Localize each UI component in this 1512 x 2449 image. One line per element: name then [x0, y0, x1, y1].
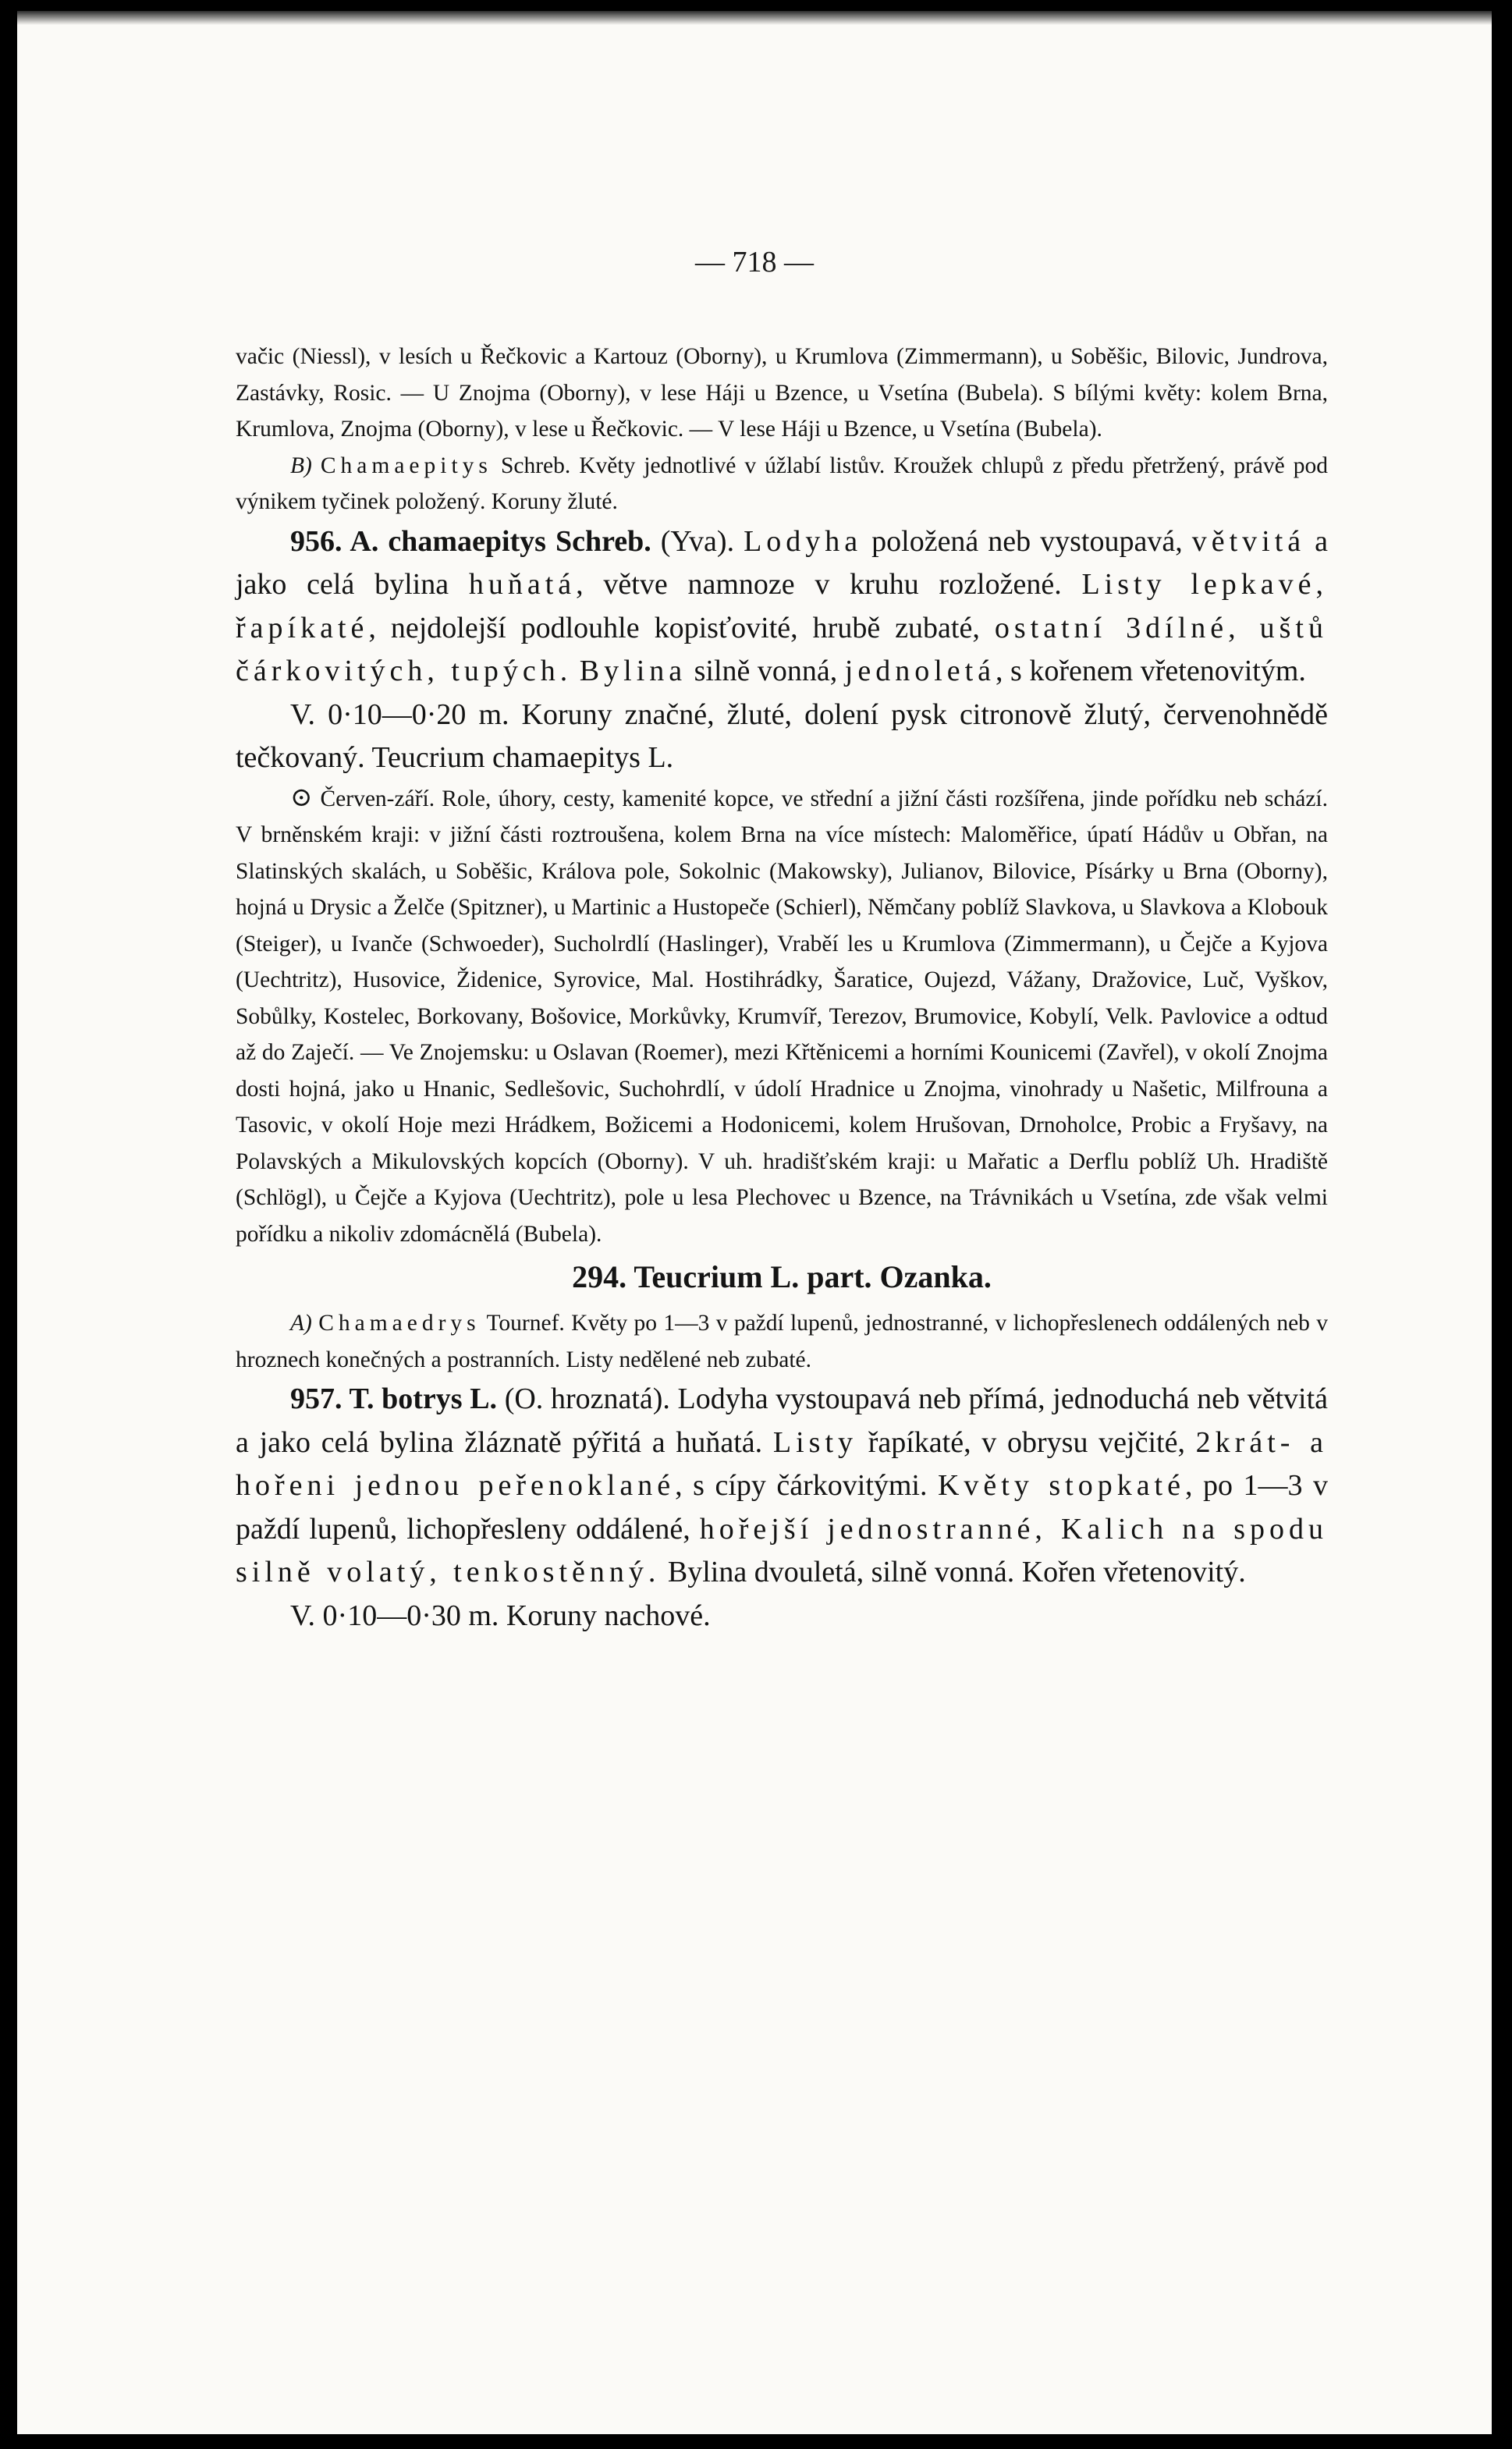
genus-heading: 294. Teucrium L. part. Ozanka. — [572, 1259, 992, 1294]
section-b-name: Chamaepitys — [320, 453, 492, 478]
species-957-text: Bylina dvouletá, silně vonná. Kořen vřetenovitý. — [660, 1556, 1246, 1588]
scan-edge-shadow — [17, 11, 1492, 25]
species-957-text: , po 1—3 v paždí lupenů, lichopřesleny oddálené, — [236, 1469, 1328, 1546]
species-956-title: 956. A. chamaepitys Schreb. — [290, 524, 651, 558]
species-956-text — [572, 655, 580, 687]
species-956-text: a jako celá bylina — [236, 524, 1328, 601]
species-957-spaced: Listy — [772, 1425, 858, 1459]
section-b-text: Schreb. Květy jednotlivé v úžlabí listův. Kroužek chlupů z předu přetržený, právě pod výnikem tyčinek položený. Koruny žluté. — [236, 453, 1329, 514]
paragraph-section-b — [236, 448, 1328, 520]
species-956-spaced: jednoletá — [844, 655, 996, 687]
scanned-page — [17, 11, 1492, 2434]
species-956-description — [236, 520, 1328, 694]
species-957-text: , s cípy čárkovitými. — [675, 1469, 938, 1502]
species-956-spaced: větvitá — [1191, 524, 1306, 558]
species-956-text: , nejdolejší podlouhle kopisťovité, hrubě zubaté, — [368, 611, 995, 644]
species-956-spaced: ostatní 3dílné, uštů čárkovitých, tupých. — [236, 611, 1328, 687]
page-number: — 718 — — [695, 246, 814, 279]
species-956-spaced: huňatá — [468, 568, 577, 601]
species-956-spaced: Listy lepkavé, řapíkaté — [236, 568, 1328, 644]
species-957-title: 957. T. botrys L. — [290, 1382, 498, 1415]
species-957-size: V. 0·10—0·30 m. Koruny nachové. — [290, 1599, 711, 1632]
species-956-spaced: Bylina — [579, 655, 687, 687]
section-a-label: A) — [290, 1311, 312, 1336]
paragraph-continuation: vačic (Niessl), v lesích u Řečkovic a Kartouz (Oborny), u Krumlova (Zimmermann), u Soběšic, Bilovic, Jundrova, Zastávky, Rosic. — U Znojma (Oborny), v lese Háji u Bzence, u Vsetína (Bubela). S bílými květy: kolem Brna, Krumlova, Znojma (Oborny), v lese u Řečkovic. — V lese Háji u Bzence, u Vsetína (Bubela). — [236, 344, 1328, 442]
species-957-spaced: Květy stopkaté — [937, 1469, 1185, 1502]
species-957-description — [236, 1378, 1328, 1595]
species-956-text: (Yva). — [651, 524, 744, 558]
species-956-text: položená neb vystoupavá, — [862, 524, 1192, 558]
species-957-text: (O. hroznatá). Lodyha vystoupavá neb přímá, jednoduchá neb větvitá a jako celá bylina žláznatě pýřitá a huňatá. — [236, 1382, 1328, 1459]
annual-sign-icon: ⊙ — [290, 783, 313, 812]
section-a-text: Tournef. Květy po 1—3 v paždí lupenů, jednostranné, v lichopřeslenech oddálených neb v hroznech konečných a postranních. Listy nedělené neb zubaté. — [236, 1311, 1329, 1372]
species-956-distribution — [236, 780, 1328, 1253]
species-956-text: , větve namnoze v kruhu rozložené. — [576, 568, 1082, 601]
species-957-spaced: hořejší jednostranné, Kalich na spodu silně volatý, tenkostěnný. — [236, 1512, 1328, 1588]
species-957-text: řapíkaté, v obrysu vejčité, — [857, 1425, 1196, 1459]
section-a-name: Chamaedrys — [318, 1311, 481, 1336]
distribution-text: Červen-září. Role, úhory, cesty, kamenité kopce, ve střední a jižní části rozšířena, jinde pořídku neb schází. V brněnském kraji: v jižní části roztroušena, kolem Brna na více místech: Maloměřice, úpatí Hádův u Obřan, na Slatinských skalách, u Soběšic, Králova pole, Sokolnic (Makowsky), Julianov, Bilovice, Písárky u Brna (Oborny), hojná u Drysic a Želče (Spitzner), u Martinic a Hustopeče (Schierl), Němčany poblíž Slavkova, u Slavkova a Klobouk (Steiger), u Ivanče (Schwoeder), Sucholrdlí (Haslinger), Vraběí les u Krumlova (Zimmermann), u Čejče a Kyjova (Uechtritz), Husovice, Židenice, Syrovice, Mal. Hostihrádky, Šaratice, Oujezd, Vážany, Dražovice, Luč, Vyškov, Sobůlky, Kostelec, Borkovany, Bošovice, Morkůvky, Krumvíř, Terezov, Brumovice, Kobylí, Velk. Pavlovice a odtud až do Zaječí. — Ve Znojemsku: u Oslavan (Roemer), mezi Křtěnicemi a horními Kounicemi (Zavřel), v okolí Znojma dosti hojná, jako u Hnanic, Sedlešovic, Suchohrdlí, v údolí Hradnice u Znojma, vinohrady u Našetic, Milfrouna a Tasovic, v okolí Hoje mezi Hrádkem, Božicemi a Hodonicemi, kolem Hrušovan, Drnoholce, Probic a Fryšavy, na Polavských a Mikulovských kopcích (Oborny). V uh. hradišťském kraji: u Mařatic a Derflu poblíž Uh. Hradiště (Schlögl), u Čejče a Kyjova (Uechtritz), pole u lesa Plechovec u Bzence, na Trávnikách u Vsetína, zde však velmi pořídku a nikoliv zdomácnělá (Bubela). — [236, 786, 1328, 1247]
paragraph-section-a — [236, 1305, 1328, 1378]
species-956-text: silně vonná, — [687, 655, 845, 687]
species-956-spaced: Lodyha — [744, 524, 863, 558]
page-body — [236, 339, 1328, 1638]
species-956-text: , s kořenem vřetenovitým. — [996, 655, 1306, 687]
section-b-label: B) — [290, 453, 312, 478]
species-956-size: V. 0·10—0·20 m. Koruny značné, žluté, dolení pysk citronově žlutý, červenohnědě tečkovaný. Teucrium chamaepitys L. — [236, 697, 1328, 774]
species-957-spaced: 2krát- a hořeni jednou peřenoklané — [236, 1425, 1328, 1502]
